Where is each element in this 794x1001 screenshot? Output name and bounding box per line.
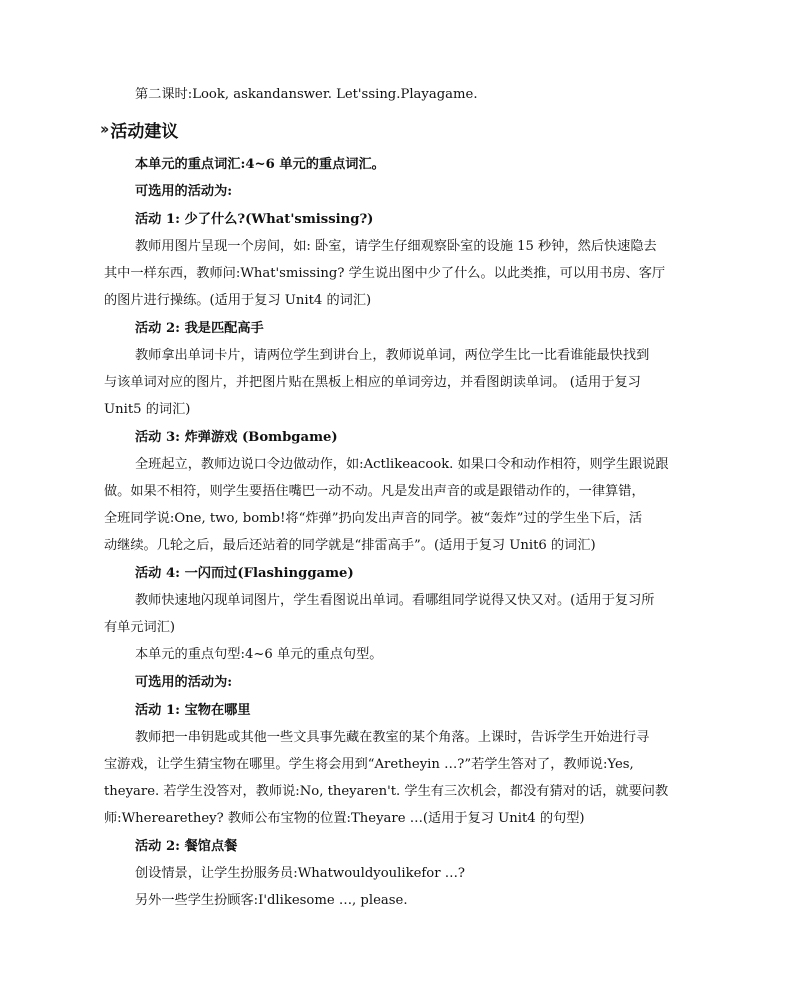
paragraph-line: Unit5 的词汇) — [104, 402, 191, 417]
section-title: 活动建议 — [110, 121, 179, 142]
key-sentences-line: 本单元的重点句型:4~6 单元的重点句型。 — [135, 647, 383, 662]
paragraph-line: 教师用图片呈现一个房间，如: 卧室，请学生仔细观察卧室的设施 15 秒钟，然后快速隐去 — [135, 239, 657, 254]
double-chevron-icon: ›› — [100, 120, 107, 138]
paragraph-line: 的图片进行操练。(适用于复习 Unit4 的词汇) — [104, 293, 372, 308]
lesson-two-line: 第二课时:Look, askandanswer. Let'ssing.Playagame. — [135, 87, 478, 102]
paragraph-line: 师:Wherearethey? 教师公布宝物的位置:Theyare …(适用于复习 Unit4 的句型) — [104, 811, 585, 826]
optional-activities-heading: 可选用的活动为: — [135, 675, 233, 690]
activity-heading: 活动 2: 我是匹配高手 — [135, 321, 264, 336]
activity-heading: 活动 1: 少了什么?(What'smissing?) — [135, 212, 374, 227]
activity-heading: 活动 4: 一闪而过(Flashinggame) — [135, 566, 354, 581]
paragraph-line: 全班起立，教师边说口令边做动作，如:Actlikeacook. 如果口令和动作相符，则学生跟说跟 — [135, 457, 669, 472]
activity-heading: 活动 1: 宝物在哪里 — [135, 703, 251, 718]
paragraph-line: 全班同学说:One, two, bomb!将“炸弹”扔向发出声音的同学。被“轰炸”过的学生坐下后，活 — [104, 511, 643, 526]
paragraph-line: 教师快速地闪现单词图片，学生看图说出单词。看哪组同学说得又快又对。(适用于复习所 — [135, 593, 655, 608]
paragraph-line: 动继续。几轮之后，最后还站着的同学就是“排雷高手”。(适用于复习 Unit6 的词汇) — [104, 538, 596, 553]
key-vocabulary-line: 本单元的重点词汇:4~6 单元的重点词汇。 — [135, 157, 385, 172]
optional-activities-heading: 可选用的活动为: — [135, 184, 233, 199]
paragraph-line: 教师把一串钥匙或其他一些文具事先藏在教室的某个角落。上课时，告诉学生开始进行寻 — [135, 730, 650, 745]
paragraph-line: 宝游戏，让学生猜宝物在哪里。学生将会用到“Aretheyin …?”若学生答对了，教师说:Yes, — [104, 757, 634, 772]
paragraph-line: 其中一样东西，教师问:What'smissing? 学生说出图中少了什么。以此类推，可以用书房、客厅 — [104, 266, 666, 281]
paragraph-line: 教师拿出单词卡片，请两位学生到讲台上，教师说单词，两位学生比一比看谁能最快找到 — [135, 348, 650, 363]
paragraph-line: 有单元词汇) — [104, 620, 176, 635]
section-heading — [100, 117, 178, 141]
paragraph-line: 做。如果不相符，则学生要捂住嘴巴一动不动。凡是发出声音的或是跟错动作的，一律算错， — [104, 484, 645, 499]
paragraph-line: 与该单词对应的图片，并把图片贴在黑板上相应的单词旁边，并看图朗读单词。 (适用于复习 — [104, 375, 641, 390]
activity-heading: 活动 3: 炸弹游戏 (Bombgame) — [135, 430, 338, 445]
activity-heading: 活动 2: 餐馆点餐 — [135, 839, 238, 854]
paragraph-line: theyare. 若学生没答对，教师说:No, theyaren't. 学生有三次机会，都没有猜对的话，就要问教 — [104, 784, 669, 799]
paragraph-line: 另外一些学生扮顾客:I'dlikesome …, please. — [135, 893, 408, 908]
paragraph-line: 创设情景，让学生扮服务员:Whatwouldyoulikefor …? — [135, 866, 465, 881]
